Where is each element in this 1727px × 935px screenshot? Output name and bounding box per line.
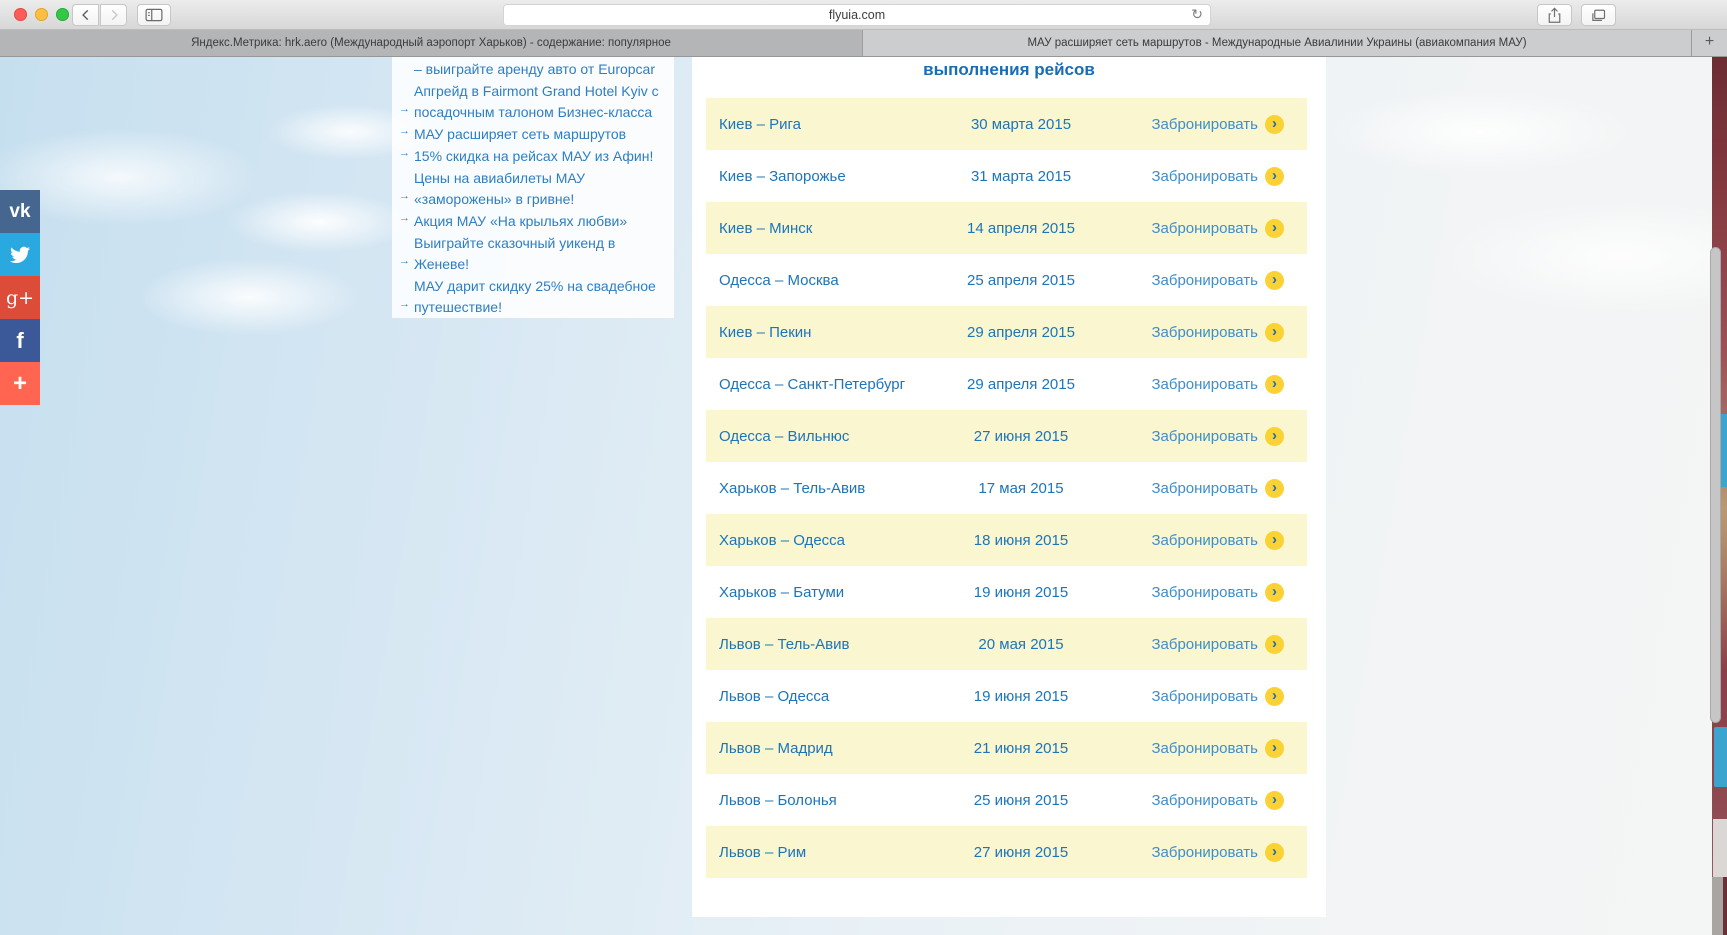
url-text: flyuia.com xyxy=(828,8,886,22)
twitter-share-button[interactable] xyxy=(0,233,40,276)
date-label: 14 апреля 2015 xyxy=(967,219,1075,237)
date-label: 19 июня 2015 xyxy=(973,583,1069,601)
book-arrow-icon: › xyxy=(1265,583,1284,602)
refresh-icon[interactable]: ↻ xyxy=(1191,7,1203,23)
date-label: 27 июня 2015 xyxy=(973,843,1069,861)
tab-yandex-metrika[interactable] xyxy=(0,30,863,56)
news-link-text: Апгрейд в Fairmont Grand Hotel Kyiv с посадочным талоном Бизнес-класса xyxy=(414,83,659,120)
book-link-text: Забронировать xyxy=(1151,271,1258,289)
book-link-text: Забронировать xyxy=(1151,167,1258,185)
flight-row xyxy=(706,462,1307,514)
route-label: Одесса – Москва xyxy=(719,271,839,289)
book-arrow-icon: › xyxy=(1265,323,1284,342)
date-label: 25 июня 2015 xyxy=(973,791,1069,809)
news-link-text: Акция МАУ «На крыльях любви» xyxy=(414,213,628,229)
route-label: Киев – Рига xyxy=(719,115,801,133)
book-link[interactable] xyxy=(1151,531,1307,550)
date-label: 30 марта 2015 xyxy=(970,115,1072,133)
book-arrow-icon: › xyxy=(1265,739,1284,758)
page-viewport xyxy=(0,57,1727,935)
news-link[interactable] xyxy=(399,168,666,210)
flights-table xyxy=(706,98,1307,878)
more-share-button[interactable] xyxy=(0,362,40,405)
date-label: 21 июня 2015 xyxy=(973,739,1069,757)
book-arrow-icon: › xyxy=(1265,219,1284,238)
book-link-text: Забронировать xyxy=(1151,219,1258,237)
route-label: Харьков – Одесса xyxy=(719,531,845,549)
news-link-text: Цены на авиабилеты МАУ «заморожены» в гривне! xyxy=(414,170,586,207)
book-arrow-icon: › xyxy=(1265,791,1284,810)
tab-title: Яндекс.Метрика: hrk.aero (Международный аэропорт Харьков) - содержание: популярное xyxy=(191,37,671,49)
sidebar-icon xyxy=(145,8,163,22)
arrow-right-icon: → xyxy=(399,147,410,159)
chevron-left-icon xyxy=(79,8,93,22)
flight-row xyxy=(706,566,1307,618)
flight-row xyxy=(706,202,1307,254)
facebook-icon: f xyxy=(16,327,24,353)
book-link-text: Забронировать xyxy=(1151,843,1258,861)
arrow-right-icon: → xyxy=(399,103,410,115)
book-arrow-icon: › xyxy=(1265,375,1284,394)
route-label: Киев – Пекин xyxy=(719,323,812,341)
book-link-text: Забронировать xyxy=(1151,531,1258,549)
close-window-button[interactable] xyxy=(14,8,27,21)
google-plus-icon: g+ xyxy=(5,286,35,309)
date-label: 19 июня 2015 xyxy=(973,687,1069,705)
share-button[interactable] xyxy=(1537,4,1572,26)
route-label: Львов – Одесса xyxy=(719,687,830,705)
book-link-text: Забронировать xyxy=(1151,323,1258,341)
book-arrow-icon: › xyxy=(1265,167,1284,186)
news-link-text: Выиграйте сказочный уикенд в Женеве! xyxy=(414,235,616,272)
route-label: Одесса – Санкт-Петербург xyxy=(719,375,906,393)
arrow-right-icon: → xyxy=(399,190,410,202)
minimize-window-button[interactable] xyxy=(35,8,48,21)
date-label: 20 мая 2015 xyxy=(978,635,1064,653)
plus-icon: + xyxy=(12,369,27,397)
edge-light-box xyxy=(1713,819,1727,877)
book-link-text: Забронировать xyxy=(1151,479,1258,497)
route-label: Львов – Тель-Авив xyxy=(719,635,850,653)
book-link[interactable] xyxy=(1151,739,1307,758)
tab-mau-routes[interactable] xyxy=(863,30,1692,56)
book-link-text: Забронировать xyxy=(1151,687,1258,705)
back-button[interactable] xyxy=(72,4,99,26)
flight-row xyxy=(706,722,1307,774)
book-link[interactable] xyxy=(1151,843,1307,862)
route-label: Одесса – Вильнюс xyxy=(719,427,850,445)
flight-row xyxy=(706,514,1307,566)
address-bar[interactable] xyxy=(503,4,1211,26)
route-label: Киев – Минск xyxy=(719,219,813,237)
book-link-text: Забронировать xyxy=(1151,375,1258,393)
news-link[interactable] xyxy=(399,276,666,318)
flights-heading: выполнения рейсов xyxy=(923,60,1095,79)
book-arrow-icon: › xyxy=(1265,531,1284,550)
book-link[interactable] xyxy=(1151,323,1307,342)
book-link[interactable] xyxy=(1151,115,1307,134)
arrow-right-icon: → xyxy=(399,212,410,224)
book-arrow-icon: › xyxy=(1265,115,1284,134)
news-link[interactable] xyxy=(399,124,666,145)
vk-icon: vk xyxy=(9,200,31,222)
book-link[interactable] xyxy=(1151,427,1307,446)
arrow-right-icon: → xyxy=(399,125,410,137)
route-label: Харьков – Батуми xyxy=(719,583,845,601)
book-link-text: Забронировать xyxy=(1151,635,1258,653)
tab-bar xyxy=(0,30,1727,57)
book-arrow-icon: › xyxy=(1265,843,1284,862)
edge-blue-element xyxy=(1714,727,1727,787)
book-link-text: Забронировать xyxy=(1151,427,1258,445)
zoom-window-button[interactable] xyxy=(56,8,69,21)
flight-row xyxy=(706,358,1307,410)
news-link-text: МАУ дарит скидку 25% на свадебное путешествие! xyxy=(414,278,656,315)
flight-row xyxy=(706,306,1307,358)
news-link[interactable] xyxy=(399,233,666,275)
chevron-right-icon xyxy=(107,8,121,22)
browser-titlebar xyxy=(0,0,1727,30)
date-label: 17 мая 2015 xyxy=(978,479,1064,497)
scrollbar-thumb[interactable] xyxy=(1710,247,1721,723)
book-arrow-icon: › xyxy=(1265,635,1284,654)
route-label: Львов – Рим xyxy=(719,843,807,861)
book-link[interactable] xyxy=(1151,271,1307,290)
twitter-bird-icon xyxy=(9,244,31,266)
flight-row xyxy=(706,98,1307,150)
flight-row xyxy=(706,826,1307,878)
book-arrow-icon: › xyxy=(1265,271,1284,290)
news-link[interactable] xyxy=(399,211,666,232)
date-label: 29 апреля 2015 xyxy=(967,323,1075,341)
route-label: Харьков – Тель-Авив xyxy=(719,479,866,497)
book-link[interactable] xyxy=(1151,635,1307,654)
book-link-text: Забронировать xyxy=(1151,791,1258,809)
date-label: 27 июня 2015 xyxy=(973,427,1069,445)
book-link[interactable] xyxy=(1151,583,1307,602)
news-link[interactable] xyxy=(399,146,666,167)
book-link[interactable] xyxy=(1151,219,1307,238)
flight-row xyxy=(706,774,1307,826)
date-label: 29 апреля 2015 xyxy=(967,375,1075,393)
page-edge-footer-sliver xyxy=(1712,877,1727,935)
date-label: 18 июня 2015 xyxy=(973,531,1069,549)
book-link[interactable] xyxy=(1151,167,1307,186)
book-arrow-icon: › xyxy=(1265,427,1284,446)
forward-button[interactable] xyxy=(100,4,127,26)
book-arrow-icon: › xyxy=(1265,479,1284,498)
flight-row xyxy=(706,670,1307,722)
new-tab-button[interactable]: + xyxy=(1692,30,1727,56)
window-controls xyxy=(14,8,69,21)
route-label: Львов – Болонья xyxy=(719,791,837,809)
book-link[interactable] xyxy=(1151,791,1307,810)
book-arrow-icon: › xyxy=(1265,687,1284,706)
social-share-bar xyxy=(0,190,40,405)
route-label: Киев – Запорожье xyxy=(719,167,846,185)
tab-title: МАУ расширяет сеть маршрутов - Международные Авиалинии Украины (авиакомпания МАУ) xyxy=(1027,37,1527,49)
share-icon xyxy=(1547,7,1562,24)
news-link-text: – выиграйте аренду авто от Europcar xyxy=(414,61,656,77)
date-label: 25 апреля 2015 xyxy=(967,271,1075,289)
google-plus-share-button[interactable] xyxy=(0,276,40,319)
tabs-overview-icon xyxy=(1590,8,1607,23)
date-label: 31 марта 2015 xyxy=(970,167,1072,185)
route-label: Львов – Мадрид xyxy=(719,739,833,757)
sidebar-toggle-button[interactable] xyxy=(137,4,171,26)
flight-row xyxy=(706,410,1307,462)
arrow-right-icon: → xyxy=(399,298,410,310)
show-tabs-button[interactable] xyxy=(1581,4,1616,26)
news-link-text: 15% скидка на рейсах МАУ из Афин! xyxy=(414,148,654,164)
news-panel xyxy=(392,57,674,318)
book-link[interactable] xyxy=(1151,479,1307,498)
arrow-right-icon: → xyxy=(399,255,410,267)
book-link[interactable] xyxy=(1151,375,1307,394)
news-link[interactable] xyxy=(414,59,666,80)
book-link-text: Забронировать xyxy=(1151,739,1258,757)
flight-row xyxy=(706,618,1307,670)
vk-share-button[interactable] xyxy=(0,190,40,233)
facebook-share-button[interactable] xyxy=(0,319,40,362)
flight-row xyxy=(706,150,1307,202)
book-link[interactable] xyxy=(1151,687,1307,706)
book-link-text: Забронировать xyxy=(1151,115,1258,133)
flights-panel xyxy=(692,57,1326,917)
book-link-text: Забронировать xyxy=(1151,583,1258,601)
flight-row xyxy=(706,254,1307,306)
news-link-text: МАУ расширяет сеть маршрутов xyxy=(414,126,627,142)
news-link[interactable] xyxy=(399,81,666,123)
